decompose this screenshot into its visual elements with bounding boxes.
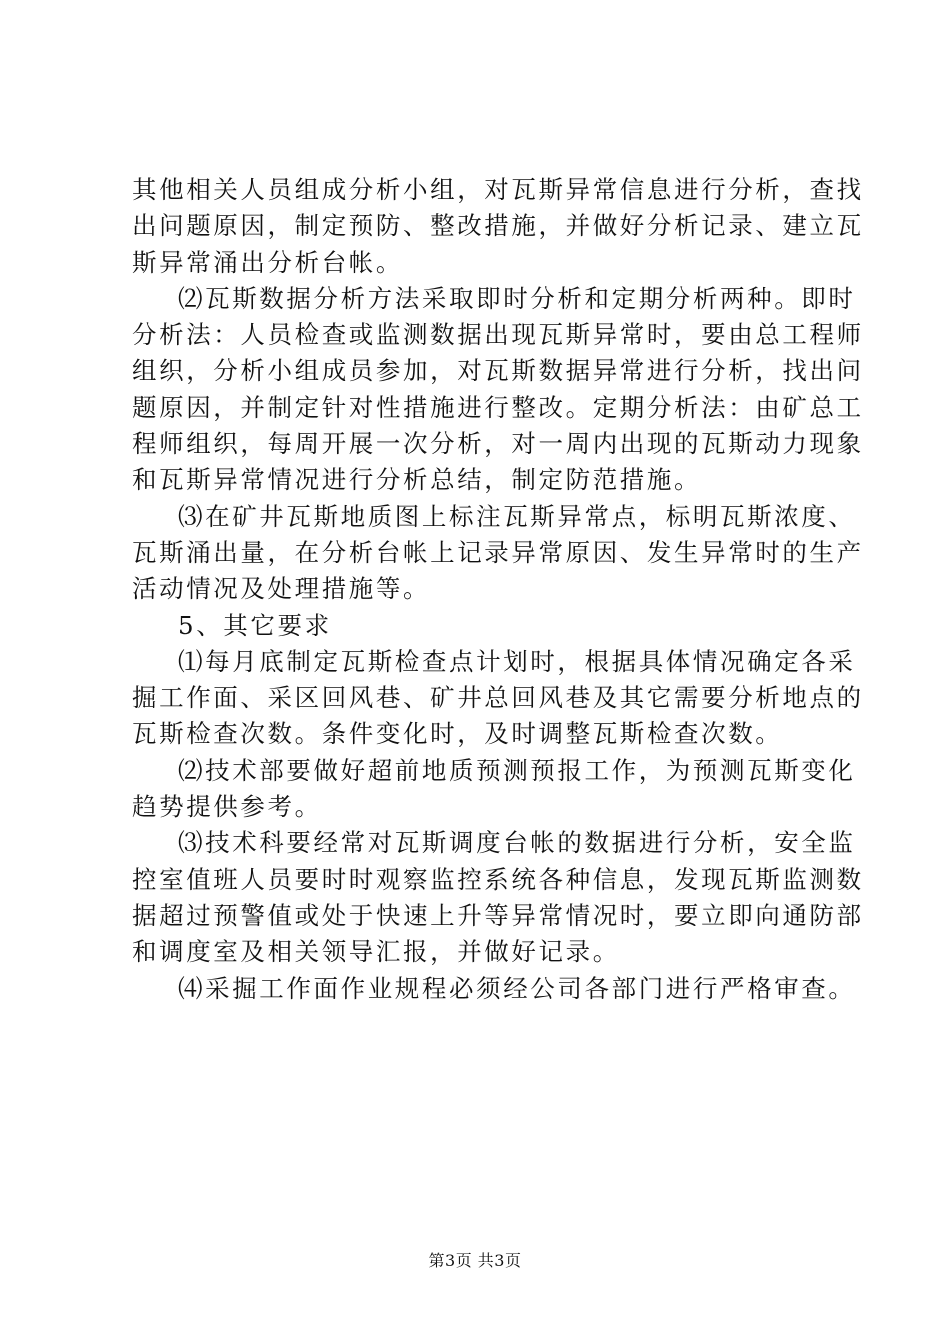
- section-heading: 5、其它要求: [178, 610, 332, 640]
- text-line: 掘工作面、采区回风巷、矿井总回风巷及其它需要分析地点的: [132, 683, 864, 713]
- document-body: [132, 172, 864, 1007]
- text-line: 控室值班人员要时时观察监控系统各种信息，发现瓦斯监测数: [132, 864, 864, 894]
- text-line: ⑵瓦斯数据分析方法采取即时分析和定期分析两种。即时: [178, 283, 856, 313]
- text-line: 题原因，并制定针对性措施进行整改。定期分析法：由矿总工: [132, 392, 864, 422]
- text-line: 和瓦斯异常情况进行分析总结，制定防范措施。: [132, 465, 702, 495]
- text-line: ⑶技术科要经常对瓦斯调度台帐的数据进行分析，安全监: [178, 828, 856, 858]
- text-line: 出问题原因，制定预防、整改措施，并做好分析记录、建立瓦: [132, 211, 864, 241]
- text-line: 程师组织，每周开展一次分析，对一周内出现的瓦斯动力现象: [132, 429, 864, 459]
- text-line: 据超过预警值或处于快速上升等异常情况时，要立即向通防部: [132, 900, 864, 930]
- page-number: 第3页 共3页: [428, 1251, 522, 1270]
- text-line: 和调度室及相关领导汇报，并做好记录。: [132, 937, 620, 967]
- text-line: ⑴每月底制定瓦斯检查点计划时，根据具体情况确定各采: [178, 646, 856, 676]
- text-line: 趋势提供参考。: [132, 792, 322, 822]
- text-line: ⑶在矿井瓦斯地质图上标注瓦斯异常点，标明瓦斯浓度、: [178, 501, 856, 531]
- text-line: 活动情况及处理措施等。: [132, 574, 431, 604]
- text-line: 瓦斯涌出量，在分析台帐上记录异常原因、发生异常时的生产: [132, 537, 864, 567]
- text-line: 瓦斯检查次数。条件变化时，及时调整瓦斯检查次数。: [132, 719, 783, 749]
- page-footer: [0, 1250, 950, 1272]
- text-line: ⑷采掘工作面作业规程必须经公司各部门进行严格审查。: [178, 973, 856, 1003]
- text-line: 斯异常涌出分析台帐。: [132, 247, 403, 277]
- text-line: 分析法：人员检查或监测数据出现瓦斯异常时，要由总工程师: [132, 320, 864, 350]
- text-line: ⑵技术部要做好超前地质预测预报工作，为预测瓦斯变化: [178, 755, 856, 785]
- text-line: 组织，分析小组成员参加，对瓦斯数据异常进行分析，找出问: [132, 356, 864, 386]
- text-line: 其他相关人员组成分析小组，对瓦斯异常信息进行分析，查找: [132, 175, 864, 204]
